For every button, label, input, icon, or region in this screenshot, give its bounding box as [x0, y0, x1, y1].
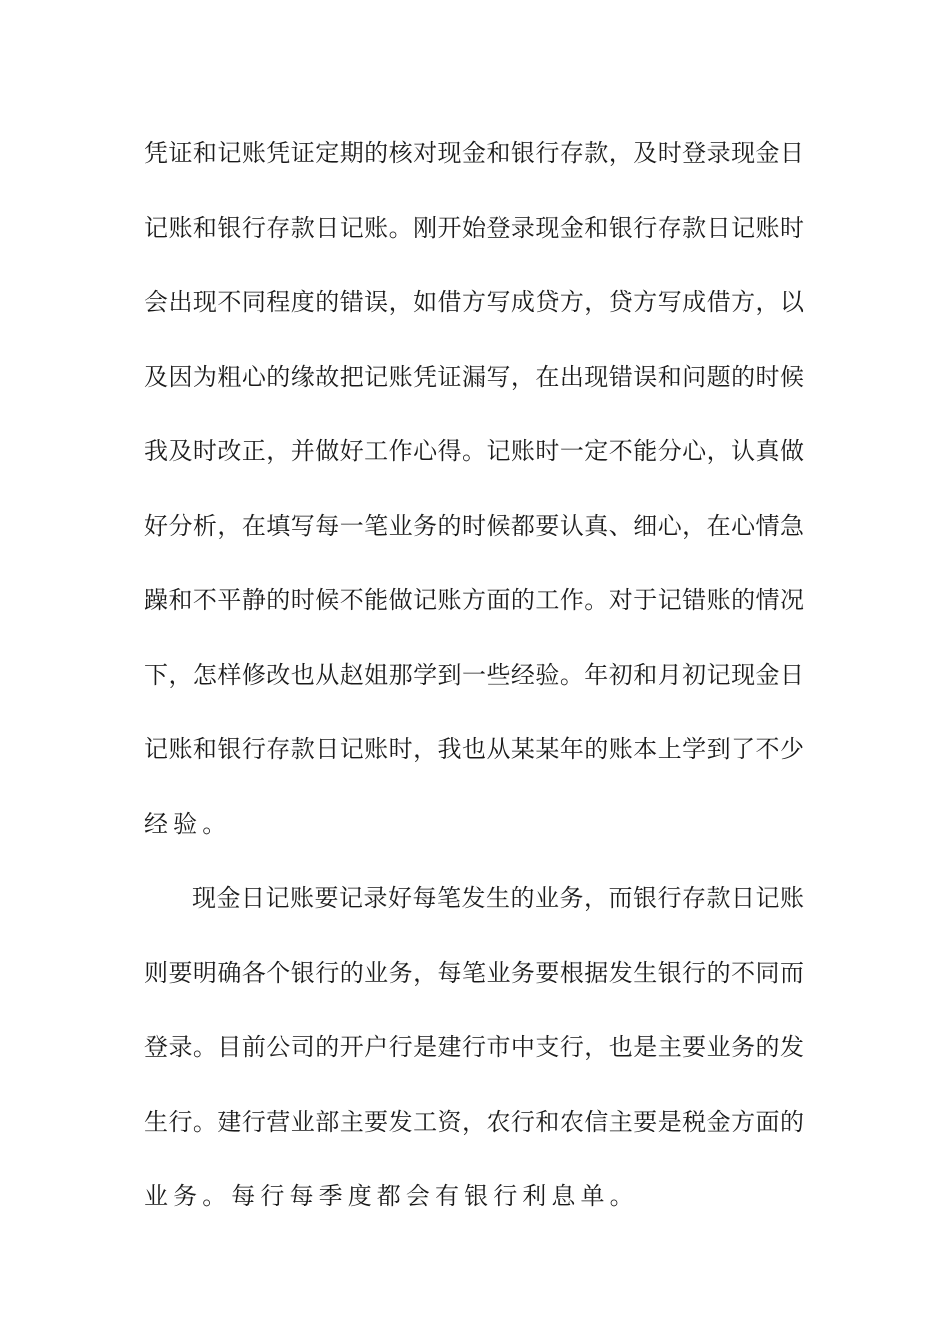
text-line: 则要明确各个银行的业务，每笔业务要根据发生银行的不同而	[144, 958, 804, 987]
text-line: 下，怎样修改也从赵姐那学到一些经验。年初和月初记现金日	[144, 660, 804, 689]
text-line: 及因为粗心的缘故把记账凭证漏写，在出现错误和问题的时候	[144, 362, 804, 391]
paragraph-1	[144, 128, 804, 873]
text-line: 现金日记账要记录好每笔发生的业务，而银行存款日记账	[192, 884, 804, 912]
text-line: 业务。每行每季度都会有银行利息单。	[144, 1182, 639, 1210]
document-body	[144, 128, 804, 1246]
text-line: 我及时改正，并做好工作心得。记账时一定不能分心，认真做	[144, 437, 804, 465]
text-line: 凭证和记账凭证定期的核对现金和银行存款，及时登录现金日	[144, 139, 804, 167]
text-line: 经验。	[144, 809, 232, 838]
text-line: 登录。目前公司的开户行是建行市中支行，也是主要业务的发	[144, 1033, 804, 1061]
text-line: 会出现不同程度的错误，如借方写成贷方，贷方写成借方，以	[144, 288, 804, 316]
paragraph-2	[144, 873, 804, 1246]
text-line: 记账和银行存款日记账时，我也从某某年的账本上学到了不少	[144, 735, 804, 763]
text-line: 记账和银行存款日记账。刚开始登录现金和银行存款日记账时	[144, 213, 804, 242]
text-line: 好分析，在填写每一笔业务的时候都要认真、细心，在心情急	[144, 511, 804, 540]
text-line: 躁和不平静的时候不能做记账方面的工作。对于记错账的情况	[144, 586, 804, 614]
text-line: 生行。建行营业部主要发工资，农行和农信主要是税金方面的	[144, 1107, 804, 1136]
